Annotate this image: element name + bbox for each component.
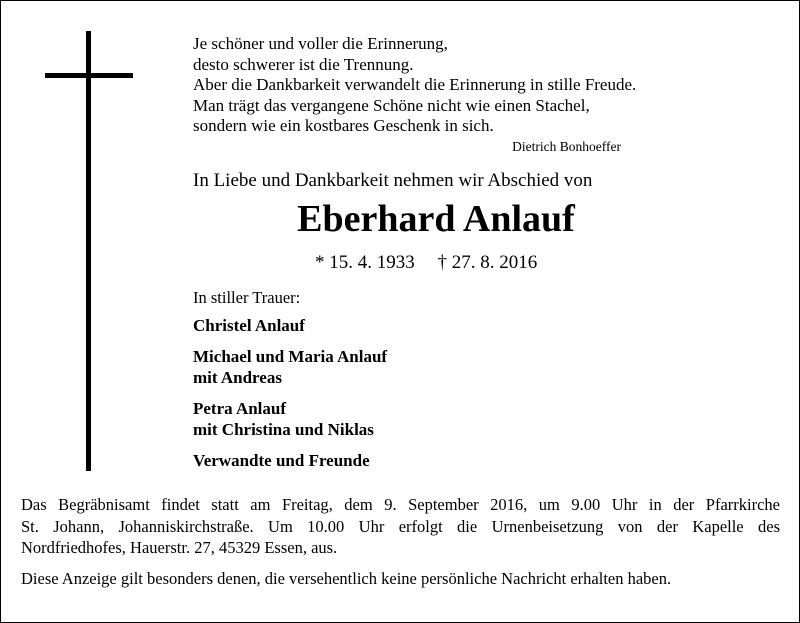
birth-date: * 15. 4. 1933 <box>315 252 415 273</box>
mourner-line: mit Andreas <box>193 368 282 387</box>
mourner-entry <box>193 315 387 336</box>
cross-icon <box>86 31 91 471</box>
poem-line: sondern wie ein kostbares Geschenk in sich. <box>193 116 494 135</box>
mourner-line: Christel Anlauf <box>193 316 305 335</box>
mourner-line: Verwandte und Freunde <box>193 451 370 470</box>
notice-line: St. Johann, Johanniskirchstraße. Um 10.00 Uhr erfolgt die Urnenbeisetzung von der Kapelle des <box>21 516 780 536</box>
poem-line: Man trägt das vergangene Schöne nicht wie einen Stachel, <box>193 95 590 115</box>
mourner-line: mit Christina und Niklas <box>193 420 374 439</box>
mourners-list <box>193 315 387 481</box>
mourner-entry <box>193 346 387 388</box>
mourner-entry <box>193 450 387 471</box>
death-date: † 27. 8. 2016 <box>437 252 538 273</box>
notice-line: Nordfriedhofes, Hauerstr. 27, 45329 Essen, aus. <box>21 538 338 557</box>
intro-text: In Liebe und Dankbarkeit nehmen wir Abschied von <box>193 170 593 191</box>
notice-line: Das Begräbnisamt findet statt am Freitag, dem 9. September 2016, um 9.00 Uhr in der Pfarrkirche <box>21 495 780 514</box>
poem-line: desto schwerer ist die Trennung. <box>193 54 414 74</box>
mourner-line: Petra Anlauf <box>193 399 287 418</box>
footer-note: Diese Anzeige gilt besonders denen, die versehentlich keine persönliche Nachricht erhalten haben. <box>21 569 672 588</box>
mourner-entry <box>193 398 387 440</box>
poem-line: Je schöner und voller die Erinnerung, <box>193 34 448 53</box>
poem-author: Dietrich Bonhoeffer <box>512 139 621 154</box>
life-dates <box>315 252 537 274</box>
funeral-notice <box>21 494 780 559</box>
poem-line: Aber die Dankbarkeit verwandelt die Erinnerung in stille Freude. <box>193 75 637 94</box>
poem <box>193 34 713 137</box>
mourner-line: Michael und Maria Anlauf <box>193 347 388 366</box>
cross-icon-beam <box>45 73 133 78</box>
deceased-name: Eberhard Anlauf <box>297 198 575 240</box>
mourning-label: In stiller Trauer: <box>193 288 301 307</box>
